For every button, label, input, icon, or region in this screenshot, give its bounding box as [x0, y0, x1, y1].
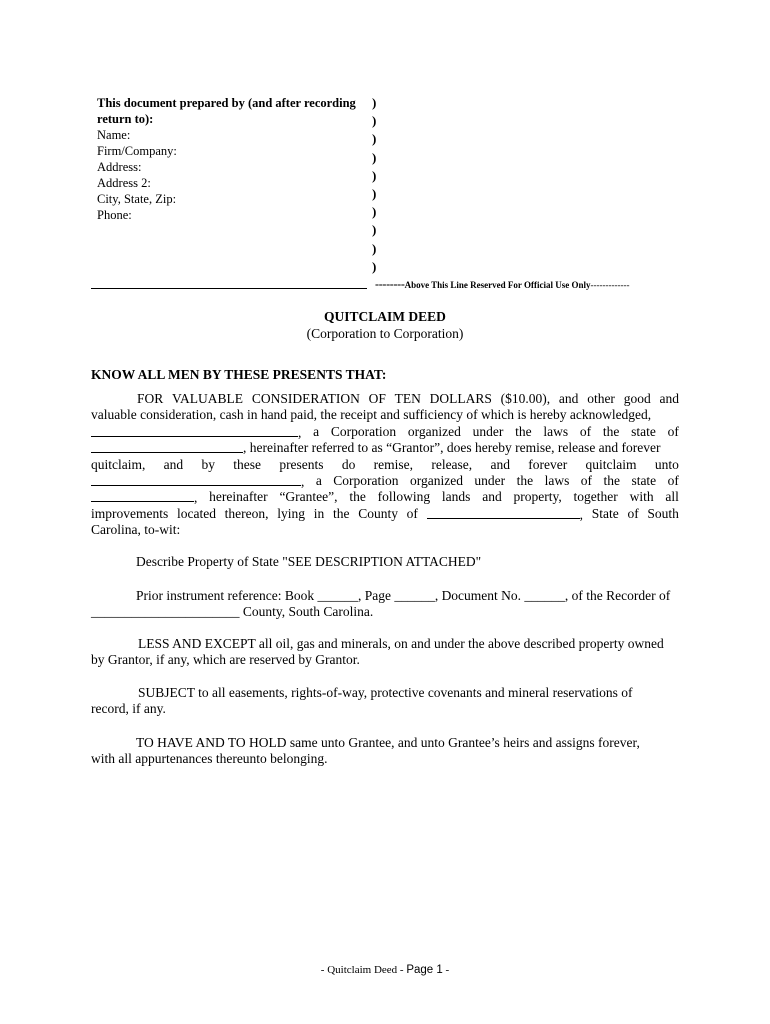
word: organized [409, 472, 463, 488]
field-name: Name: [97, 128, 131, 142]
word: Corporation [330, 423, 397, 439]
word: of [406, 505, 418, 521]
bracket-column [372, 94, 376, 276]
word: and [163, 456, 184, 472]
word: release, [431, 456, 473, 472]
prepared-by-block [97, 95, 367, 223]
habendum-paragraph [91, 735, 679, 768]
county-blank-group: , [427, 506, 583, 522]
word: ($10.00), [500, 391, 551, 406]
consideration-line-1 [91, 391, 679, 407]
paren: ) [372, 258, 377, 274]
consideration-line-5 [91, 457, 679, 473]
property-description: Describe Property of State "SEE DESCRIPTION ATTACHED" [136, 554, 482, 569]
paren: ) [372, 204, 377, 220]
word: of [579, 423, 592, 439]
prepared-by-heading: This document prepared by (and after recording [97, 96, 356, 110]
word: in [313, 505, 325, 521]
word: CONSIDERATION [251, 391, 360, 406]
word: good [623, 391, 651, 406]
habendum-line-2: with all appurtenances thereunto belonging. [91, 751, 328, 767]
county-blank[interactable] [427, 506, 580, 519]
word: and [558, 391, 579, 406]
word: OF [368, 391, 386, 406]
paren: ) [372, 185, 377, 201]
reserved-lead: -------- [375, 277, 405, 291]
word: remise, [373, 456, 414, 472]
grantor-clause: , hereinafter referred to as “Grantor”, does hereby remise, release and forever [243, 440, 661, 456]
word: lying [277, 505, 306, 521]
subject-line-1: SUBJECT to all easements, rights-of-way, protective covenants and mineral reservations of [138, 685, 633, 700]
consideration-line-6: , a Corporation organized under the laws of the state of [91, 473, 679, 489]
word: laws [544, 472, 570, 488]
word: do [341, 456, 356, 472]
word: the [603, 472, 620, 488]
word: TEN [394, 391, 421, 406]
consideration-paragraph [91, 391, 679, 539]
paren: ) [372, 131, 377, 147]
reserved-line [375, 277, 629, 292]
word: the [515, 423, 532, 439]
word: Corporation [333, 472, 399, 488]
field-phone: Phone: [97, 208, 132, 222]
grantor-state-blank[interactable] [91, 440, 243, 453]
word: improvements [91, 505, 169, 521]
word: these [233, 456, 262, 472]
word: FOR [137, 391, 164, 406]
word: forever [528, 456, 568, 472]
word: of [667, 423, 679, 439]
word: VALUABLE [172, 391, 244, 406]
word: and [490, 456, 510, 472]
word: the [602, 423, 620, 439]
word: unto [654, 456, 679, 472]
word: thereon, [224, 505, 269, 521]
less-except-line-2: by Grantor, if any, which are reserved by Grantor. [91, 652, 360, 668]
word: lands [441, 489, 471, 505]
word: following [377, 489, 431, 505]
signature-rule [91, 288, 367, 289]
paren: ) [372, 240, 377, 256]
word: County [358, 505, 398, 521]
paren: ) [372, 149, 377, 165]
prepared-by-heading-cont: return to): [97, 112, 154, 126]
word: by [201, 456, 215, 472]
word: state [631, 423, 656, 439]
paren: ) [372, 167, 377, 183]
less-except-paragraph [91, 636, 679, 669]
word: South [647, 505, 679, 521]
word: other [587, 391, 615, 406]
word: hereinafter [209, 489, 268, 505]
word: a [313, 423, 320, 439]
subject-line-2: record, if any. [91, 701, 166, 717]
word: with [629, 489, 654, 505]
prior-reference-line-2: ______________________ County, South Carolina. [91, 604, 374, 620]
page-number: Page 1 [406, 964, 443, 976]
document-subtitle: (Corporation to Corporation) [306, 326, 464, 341]
word: all [665, 489, 679, 505]
grantee-name-blank[interactable] [91, 473, 301, 486]
presents-heading: KNOW ALL MEN BY THESE PRESENTS THAT: [91, 367, 387, 382]
word: of [627, 505, 639, 521]
reserved-tail: ------------- [590, 280, 630, 290]
field-city-state-zip: City, State, Zip: [97, 192, 177, 206]
word: laws [543, 423, 569, 439]
grantee-state-blank[interactable] [91, 489, 194, 502]
word: a [315, 472, 322, 488]
footer-right: - [442, 964, 450, 976]
word: organized [407, 423, 461, 439]
word: of [667, 472, 679, 488]
word: property, [513, 489, 562, 505]
paren: ) [372, 113, 377, 129]
word: and [482, 489, 502, 505]
consideration-line-4 [91, 440, 679, 456]
word: “Grantee”, [279, 489, 338, 505]
word: the [332, 505, 350, 521]
paren: ) [372, 222, 377, 238]
footer-left: - Quitclaim Deed - [320, 964, 407, 976]
word: the [349, 489, 366, 505]
page-footer [0, 964, 770, 976]
word: under [472, 423, 504, 439]
field-firm: Firm/Company: [97, 144, 177, 158]
less-except-line-1: LESS AND EXCEPT all oil, gas and minerals, on and under the above described property owned [138, 636, 664, 651]
word: of [580, 472, 593, 488]
grantor-name-blank[interactable] [91, 424, 298, 437]
word: the [516, 472, 534, 488]
word: quitclaim [585, 456, 637, 472]
consideration-line-9: Carolina, to-wit: [91, 522, 181, 538]
consideration-line-3: , a Corporation organized under the laws of the state of [91, 424, 679, 440]
consideration-line-7: , hereinafter “Grantee”, the following lands and property, together with all [91, 489, 679, 505]
word: and [659, 391, 679, 406]
consideration-line-8 [91, 506, 679, 522]
word: located [176, 505, 216, 521]
prior-reference-line-1: Prior instrument reference: Book ______, Page ______, Document No. ______, of the Recorder of [136, 588, 671, 603]
field-address: Address: [97, 160, 142, 174]
reserved-text: Above This Line Reserved For Official Use Only [404, 280, 591, 290]
word: quitclaim, [91, 456, 146, 472]
prior-reference [91, 588, 679, 621]
paren: ) [372, 95, 377, 110]
word: under [474, 472, 506, 488]
subject-paragraph [91, 685, 679, 718]
word: state [631, 472, 657, 488]
document-title: QUITCLAIM DEED [324, 309, 446, 324]
word: DOLLARS [429, 391, 492, 406]
consideration-line-2: valuable consideration, cash in hand paid, the receipt and sufficiency of which is hereby acknowledged, [91, 407, 652, 423]
word: presents [279, 456, 324, 472]
word: together [573, 489, 618, 505]
field-address2: Address 2: [97, 176, 151, 190]
word: State [591, 505, 619, 521]
habendum-line-1: TO HAVE AND TO HOLD same unto Grantee, and unto Grantee’s heirs and assigns forever, [136, 735, 640, 750]
